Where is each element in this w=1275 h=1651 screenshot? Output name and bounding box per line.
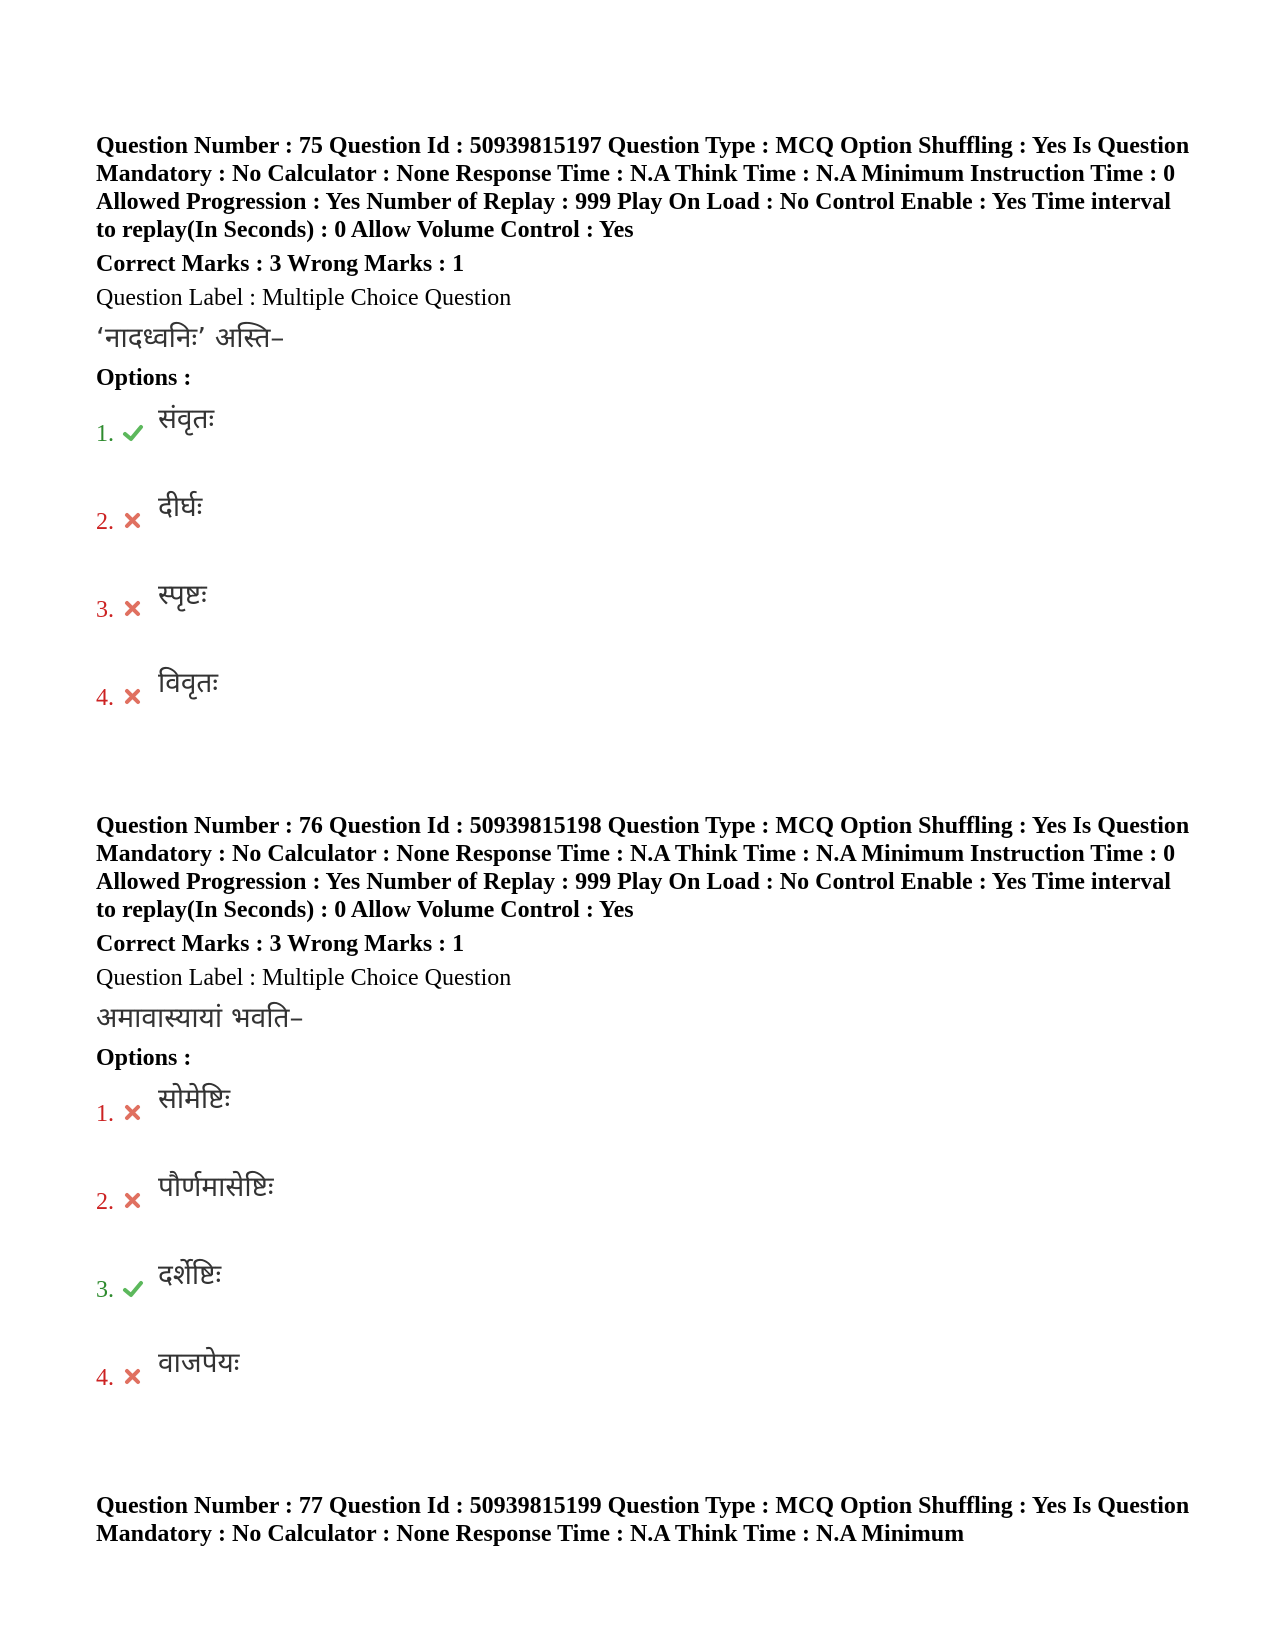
option-3 bbox=[96, 568, 1196, 656]
cross-icon bbox=[122, 1190, 144, 1212]
option-number: 4. bbox=[96, 1365, 114, 1391]
option-text: विवृतः bbox=[158, 666, 219, 699]
question-block-75 bbox=[96, 132, 1196, 744]
option-number: 3. bbox=[96, 597, 114, 623]
check-icon bbox=[122, 1278, 144, 1300]
question-text: अमावास्यायां भवति– bbox=[96, 1001, 304, 1034]
option-2 bbox=[96, 1160, 1196, 1248]
option-3 bbox=[96, 1248, 1196, 1336]
question-label: Question Label : Multiple Choice Question bbox=[96, 285, 512, 311]
question-meta: Question Number : 76 Question Id : 50939815198 Question Type : MCQ Option Shuffling : Yes Is Question Mandatory : No Calculator : None Response Time : N.A Think Time : N.A Minimum Instruction Time : 0 Allowed Progression : Yes Number of Replay : 999 Play On Load : No Control Enable : Yes Time interval to replay(In Seconds) : 0 Allow Volume Control : Yes bbox=[96, 813, 1190, 923]
cross-icon bbox=[122, 1366, 144, 1388]
option-text: पौर्णमासेष्टिः bbox=[158, 1170, 274, 1203]
option-2 bbox=[96, 480, 1196, 568]
question-label: Question Label : Multiple Choice Question bbox=[96, 965, 512, 991]
question-block-77 bbox=[96, 1492, 1196, 1548]
option-number: 3. bbox=[96, 1277, 114, 1303]
option-4 bbox=[96, 1336, 1196, 1424]
option-1 bbox=[96, 392, 1196, 480]
option-number: 2. bbox=[96, 1189, 114, 1215]
option-1 bbox=[96, 1072, 1196, 1160]
check-icon bbox=[122, 422, 144, 444]
option-text: सोमेष्टिः bbox=[158, 1082, 231, 1115]
question-block-76 bbox=[96, 812, 1196, 1424]
question-meta: Question Number : 75 Question Id : 50939815197 Question Type : MCQ Option Shuffling : Yes Is Question Mandatory : No Calculator : None Response Time : N.A Think Time : N.A Minimum Instruction Time : 0 Allowed Progression : Yes Number of Replay : 999 Play On Load : No Control Enable : Yes Time interval to replay(In Seconds) : 0 Allow Volume Control : Yes bbox=[96, 133, 1190, 243]
option-text: स्पृष्टः bbox=[158, 578, 207, 611]
options-list bbox=[96, 392, 1196, 744]
option-text: दीर्घः bbox=[158, 490, 203, 523]
option-number: 1. bbox=[96, 1101, 114, 1127]
option-number: 4. bbox=[96, 685, 114, 711]
cross-icon bbox=[122, 1102, 144, 1124]
options-title: Options : bbox=[96, 365, 192, 391]
question-marks: Correct Marks : 3 Wrong Marks : 1 bbox=[96, 931, 465, 957]
question-marks: Correct Marks : 3 Wrong Marks : 1 bbox=[96, 251, 465, 277]
cross-icon bbox=[122, 686, 144, 708]
option-text: वाजपेयः bbox=[158, 1346, 240, 1379]
options-list bbox=[96, 1072, 1196, 1424]
cross-icon bbox=[122, 510, 144, 532]
question-meta: Question Number : 77 Question Id : 50939815199 Question Type : MCQ Option Shuffling : Yes Is Question Mandatory : No Calculator : None Response Time : N.A Think Time : N.A Minimum bbox=[96, 1493, 1190, 1547]
option-number: 1. bbox=[96, 421, 114, 447]
cross-icon bbox=[122, 598, 144, 620]
option-4 bbox=[96, 656, 1196, 744]
option-text: दर्शेष्टिः bbox=[158, 1258, 222, 1291]
option-number: 2. bbox=[96, 509, 114, 535]
question-text: ‘नादध्वनिः’ अस्ति– bbox=[96, 321, 285, 354]
option-text: संवृतः bbox=[158, 402, 215, 435]
options-title: Options : bbox=[96, 1045, 192, 1071]
